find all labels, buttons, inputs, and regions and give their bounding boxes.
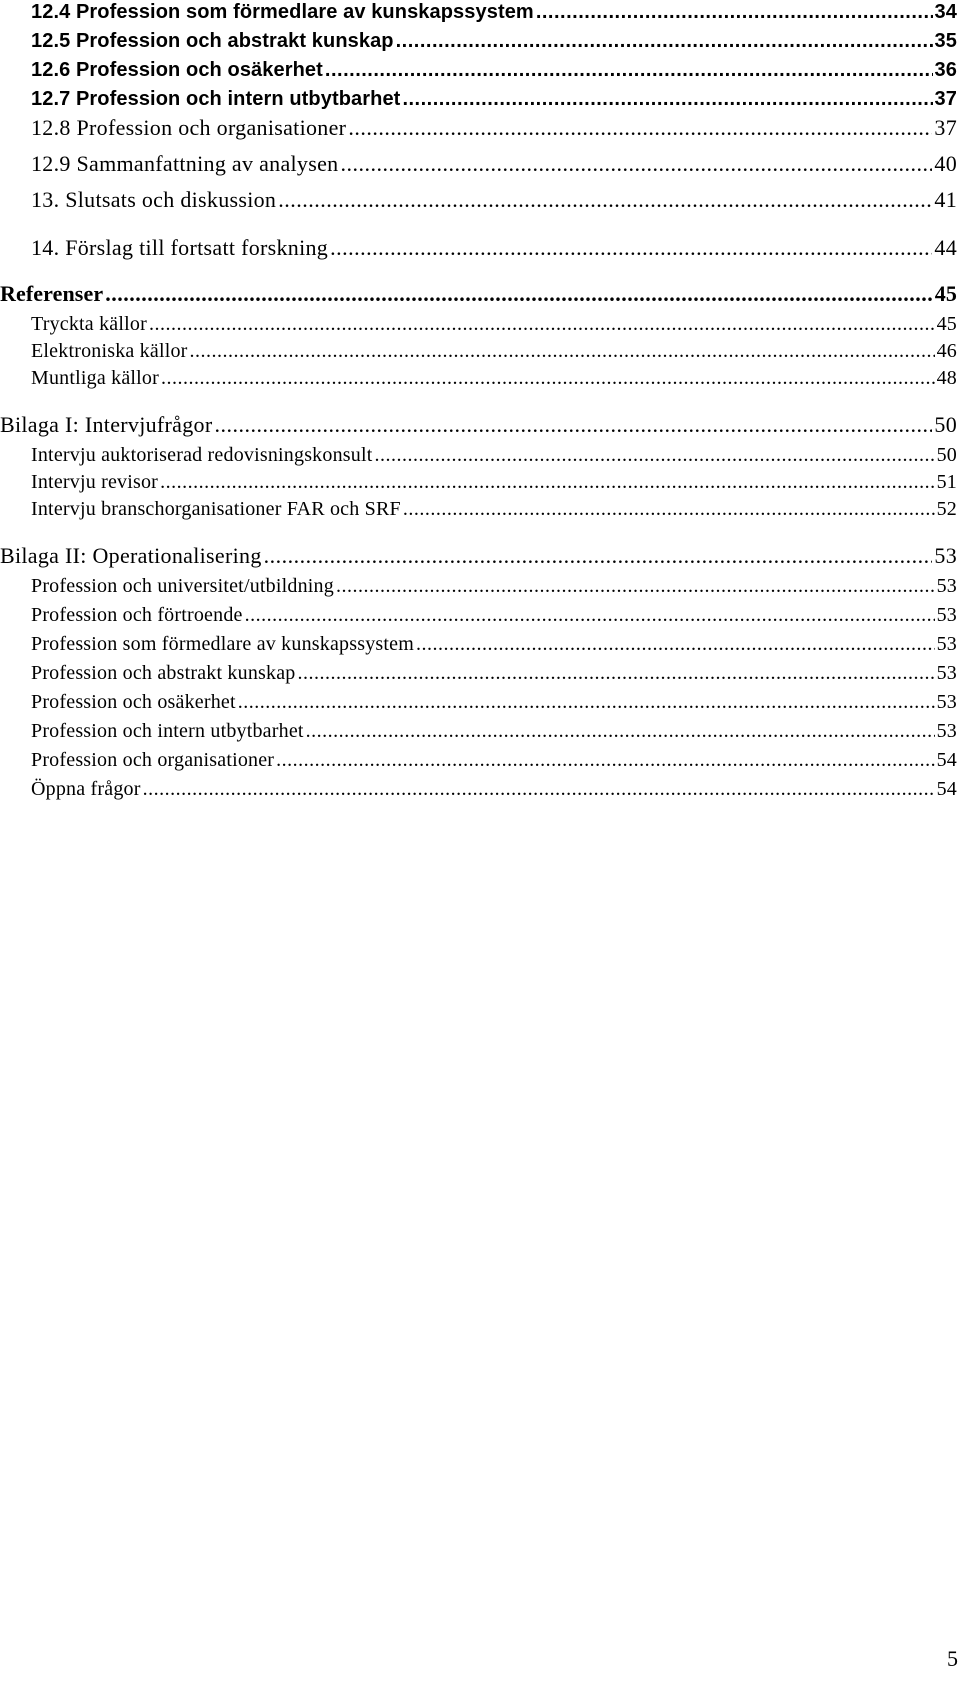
toc-page: 53 [936, 633, 957, 655]
toc-page: 37 [934, 115, 957, 140]
toc-page: 41 [934, 187, 957, 212]
toc-entry-intervju-bransch[interactable] [31, 498, 957, 524]
toc-page: 35 [934, 30, 957, 52]
toc-page: 53 [936, 720, 957, 742]
toc-title: Elektroniska källor [31, 340, 188, 362]
toc-title: 12.7 Profession och intern utbytbarhet [31, 88, 401, 110]
toc-entry-13[interactable] [31, 187, 957, 213]
toc-page: 45 [934, 281, 957, 306]
toc-title: 12.6 Profession och osäkerhet [31, 59, 323, 81]
toc-title: Intervju branschorganisationer FAR och SRF [31, 498, 401, 520]
toc-page: 50 [934, 412, 957, 437]
toc-entry-14[interactable] [31, 235, 957, 261]
toc-title: Profession och organisationer [31, 749, 275, 771]
toc-page: 53 [936, 575, 957, 597]
toc-title: Profession som förmedlare av kunskapssystem [31, 633, 414, 655]
toc-page: 44 [934, 235, 957, 260]
toc-title: Bilaga I: Intervjufrågor [0, 412, 213, 437]
toc-page: 51 [936, 471, 957, 493]
toc-page: 53 [936, 691, 957, 713]
toc-page: 36 [934, 59, 957, 81]
toc-entry-op-osakerhet[interactable] [31, 691, 957, 717]
toc-entry-12-4[interactable] [31, 1, 957, 27]
toc-entry-elektroniska-kallor[interactable] [31, 340, 957, 366]
toc-page: 52 [936, 498, 957, 520]
toc-title: Tryckta källor [31, 313, 147, 335]
toc-entry-oppna-fragor[interactable] [31, 778, 957, 804]
toc-entry-op-abstrakt[interactable] [31, 662, 957, 688]
toc-entry-tryckta-kallor[interactable] [31, 313, 957, 339]
toc-title: 12.5 Profession och abstrakt kunskap [31, 30, 394, 52]
toc-entry-muntliga-kallor[interactable] [31, 367, 957, 393]
toc-title: 14. Förslag till fortsatt forskning [31, 235, 329, 260]
toc-entry-12-6[interactable] [31, 59, 957, 85]
toc-entry-intervju-konsult[interactable] [31, 444, 957, 470]
toc-title: Profession och abstrakt kunskap [31, 662, 296, 684]
toc-entry-bilaga-2[interactable] [0, 543, 957, 569]
toc-entry-op-organisationer[interactable] [31, 749, 957, 775]
toc-page: 37 [934, 88, 957, 110]
toc-page: 54 [936, 749, 957, 771]
toc-page: 48 [936, 367, 957, 389]
toc-entry-12-9[interactable] [31, 151, 957, 177]
toc-entry-op-utbytbarhet[interactable] [31, 720, 957, 746]
toc-page: 53 [936, 604, 957, 626]
toc-title: Profession och osäkerhet [31, 691, 236, 713]
toc-entry-12-5[interactable] [31, 30, 957, 56]
toc-title: Intervju revisor [31, 471, 159, 493]
toc-entry-op-kunskapssystem[interactable] [31, 633, 957, 659]
toc-title: Profession och universitet/utbildning [31, 575, 334, 597]
toc-entry-referenser[interactable] [0, 281, 957, 307]
toc-page: 40 [934, 151, 957, 176]
toc-page: 46 [936, 340, 957, 362]
toc-entry-12-8[interactable] [31, 115, 957, 141]
toc-entry-op-utbildning[interactable] [31, 575, 957, 601]
toc-entry-op-fortroende[interactable] [31, 604, 957, 630]
toc-page: 54 [936, 778, 957, 800]
toc-page: 53 [934, 543, 957, 568]
toc-page: 53 [936, 662, 957, 684]
page-number: 5 [947, 1646, 958, 1671]
toc-page: 34 [934, 1, 957, 23]
toc-title: Profession och intern utbytbarhet [31, 720, 304, 742]
toc-title: Referenser [0, 281, 104, 306]
toc-title: Muntliga källor [31, 367, 159, 389]
toc-entry-intervju-revisor[interactable] [31, 471, 957, 497]
toc-title: Bilaga II: Operationalisering [0, 543, 262, 568]
toc-entry-12-7[interactable] [31, 88, 957, 114]
toc-title: 12.8 Profession och organisationer [31, 115, 347, 140]
toc-page: 50 [936, 444, 957, 466]
toc-title: Profession och förtroende [31, 604, 243, 626]
toc-title: 12.9 Sammanfattning av analysen [31, 151, 339, 176]
toc-title: Intervju auktoriserad redovisningskonsult [31, 444, 373, 466]
toc-entry-bilaga-1[interactable] [0, 412, 957, 438]
toc-title: 12.4 Profession som förmedlare av kunskapssystem [31, 1, 534, 23]
toc-page: 45 [936, 313, 957, 335]
toc-title: 13. Slutsats och diskussion [31, 187, 277, 212]
toc-title: Öppna frågor [31, 778, 141, 800]
